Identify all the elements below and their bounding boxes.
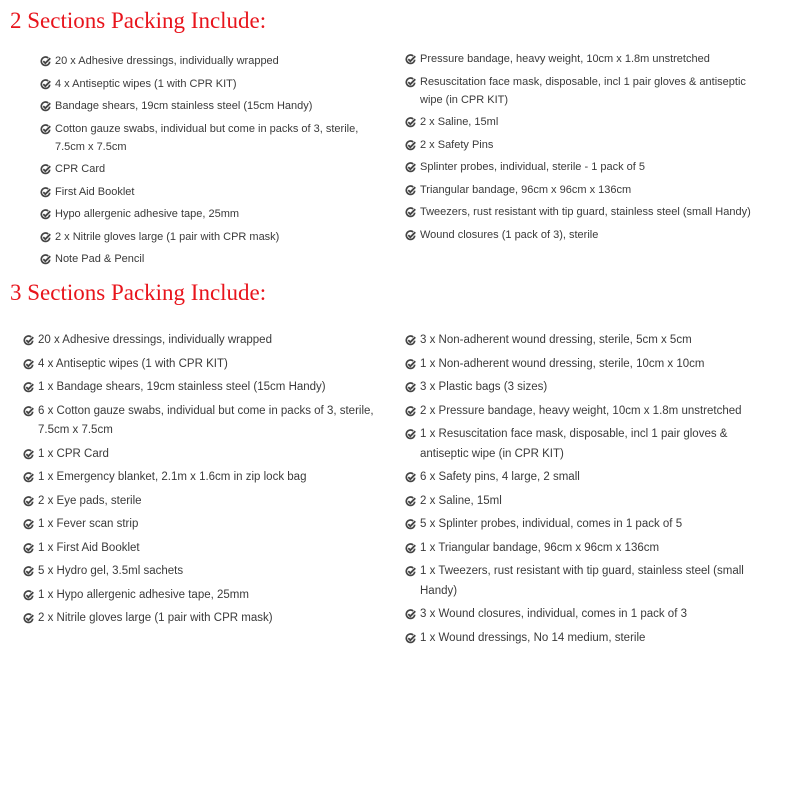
list-item-text: 1 x Triangular bandage, 96cm x 96cm x 136cm <box>420 541 660 554</box>
list-item <box>55 250 387 268</box>
list-item-text: 20 x Adhesive dressings, individually wrapped <box>55 55 279 67</box>
list-item <box>55 160 387 178</box>
list-item <box>38 378 388 398</box>
list-item-text: Triangular bandage, 96cm x 96cm x 136cm <box>420 183 632 196</box>
checkbox-checked-icon <box>405 632 416 643</box>
checkbox-checked-icon <box>405 76 416 87</box>
list-item-text: Wound closures (1 pack of 3), sterile <box>420 228 599 241</box>
list-item-text: First Aid Booklet <box>55 185 135 198</box>
list-item <box>420 331 765 351</box>
list-item-text: 2 x Nitrile gloves large (1 pair with CPR mask) <box>38 612 273 624</box>
checkbox-checked-icon <box>23 381 34 392</box>
list-item-text: 5 x Hydro gel, 3.5ml sachets <box>38 565 184 577</box>
list-item <box>420 50 765 68</box>
checkbox-checked-icon <box>23 334 34 345</box>
list-item <box>55 120 387 156</box>
list-item-text: 1 x Resuscitation face mask, disposable, incl 1 pair gloves & antiseptic wipe (in CPR KIT) <box>420 428 728 460</box>
checkbox-checked-icon <box>23 448 34 459</box>
list-item <box>420 378 765 398</box>
list-item-text: 1 x CPR Card <box>38 447 109 460</box>
list-item-text: 4 x Antiseptic wipes (1 with CPR KIT) <box>38 357 228 370</box>
list-item-text: CPR Card <box>55 163 106 175</box>
list-item-text: 1 x Fever scan strip <box>38 518 139 530</box>
checkbox-checked-icon <box>405 53 416 64</box>
checkbox-checked-icon <box>405 381 416 392</box>
list-item-text: 2 x Eye pads, sterile <box>38 494 142 507</box>
list-item <box>38 586 388 606</box>
checkbox-checked-icon <box>405 542 416 553</box>
checkbox-checked-icon <box>23 471 34 482</box>
list-item-text: Hypo allergenic adhesive tape, 25mm <box>55 208 240 220</box>
list-item-text: 2 x Saline, 15ml <box>420 494 502 507</box>
checkbox-checked-icon <box>23 589 34 600</box>
checkbox-checked-icon <box>40 123 51 134</box>
checkbox-checked-icon <box>23 542 34 553</box>
list-item-text: 3 x Non-adherent wound dressing, sterile, 5cm x 5cm <box>420 334 692 346</box>
list-item <box>420 562 765 601</box>
list-item <box>420 425 765 464</box>
list-item-text: Pressure bandage, heavy weight, 10cm x 1.8m unstretched <box>420 53 710 65</box>
checkbox-checked-icon <box>40 208 51 219</box>
checkbox-checked-icon <box>405 139 416 150</box>
list-item-text: Cotton gauze swabs, individual but come in packs of 3, sterile, 7.5cm x 7.5cm <box>55 122 359 153</box>
list-item-text: 2 x Nitrile gloves large (1 pair with CPR mask) <box>55 230 280 243</box>
section-3-list-left <box>38 331 388 633</box>
list-item-text: 3 x Plastic bags (3 sizes) <box>420 381 548 393</box>
checkbox-checked-icon <box>405 405 416 416</box>
list-item <box>420 226 765 244</box>
list-item-text: Resuscitation face mask, disposable, incl 1 pair gloves & antiseptic wipe (in CPR KIT) <box>420 75 746 106</box>
list-item <box>55 97 387 115</box>
section-3-title: 3 Sections Packing Include: <box>10 280 267 305</box>
checkbox-checked-icon <box>405 358 416 369</box>
list-item <box>38 355 388 375</box>
checkbox-checked-icon <box>405 428 416 439</box>
list-item <box>420 136 765 154</box>
list-item <box>38 468 388 488</box>
list-item <box>420 515 765 535</box>
checkbox-checked-icon <box>405 608 416 619</box>
checkbox-checked-icon <box>23 565 34 576</box>
list-item <box>420 181 765 199</box>
list-item <box>420 492 765 512</box>
list-item-text: 1 x Non-adherent wound dressing, sterile, 10cm x 10cm <box>420 357 705 370</box>
checkbox-checked-icon <box>40 100 51 111</box>
list-item <box>38 492 388 512</box>
list-item <box>38 609 388 629</box>
list-item <box>420 605 765 625</box>
list-item-text: 1 x Wound dressings, No 14 medium, sterile <box>420 631 646 644</box>
checkbox-checked-icon <box>405 184 416 195</box>
checkbox-checked-icon <box>23 518 34 529</box>
checkbox-checked-icon <box>40 163 51 174</box>
list-item <box>55 183 387 201</box>
checkbox-checked-icon <box>405 161 416 172</box>
checkbox-checked-icon <box>23 405 34 416</box>
checkbox-checked-icon <box>40 78 51 89</box>
list-item <box>38 562 388 582</box>
list-item-text: Note Pad & Pencil <box>55 253 145 265</box>
list-item-text: 1 x First Aid Booklet <box>38 541 140 554</box>
list-item <box>55 75 387 93</box>
checkbox-checked-icon <box>40 231 51 242</box>
checkbox-checked-icon <box>23 612 34 623</box>
section-2-list-right <box>420 50 765 248</box>
section-2-title: 2 Sections Packing Include: <box>10 8 267 33</box>
checkbox-checked-icon <box>405 495 416 506</box>
list-item <box>420 629 765 649</box>
checkbox-checked-icon <box>405 518 416 529</box>
list-item-text: 1 x Hypo allergenic adhesive tape, 25mm <box>38 588 249 601</box>
list-item <box>38 402 388 441</box>
checkbox-checked-icon <box>40 186 51 197</box>
list-item-text: 1 x Tweezers, rust resistant with tip guard, stainless steel (small Handy) <box>420 565 744 597</box>
checkbox-checked-icon <box>23 495 34 506</box>
checkbox-checked-icon <box>40 55 51 66</box>
list-item <box>420 402 765 422</box>
list-item <box>420 539 765 559</box>
list-item-text: 20 x Adhesive dressings, individually wrapped <box>38 334 272 346</box>
checkbox-checked-icon <box>405 116 416 127</box>
list-item-text: 2 x Pressure bandage, heavy weight, 10cm x 1.8m unstretched <box>420 404 742 417</box>
section-3-list-right <box>420 331 765 652</box>
checkbox-checked-icon <box>405 471 416 482</box>
section-2-list-left <box>55 52 387 273</box>
list-item <box>55 205 387 223</box>
checkbox-checked-icon <box>405 565 416 576</box>
list-item <box>38 539 388 559</box>
list-item <box>38 331 388 351</box>
list-item-text: 1 x Bandage shears, 19cm stainless steel (15cm Handy) <box>38 381 326 393</box>
checkbox-checked-icon <box>405 229 416 240</box>
list-item <box>420 355 765 375</box>
list-item-text: 5 x Splinter probes, individual, comes in 1 pack of 5 <box>420 518 683 530</box>
checkbox-checked-icon <box>405 206 416 217</box>
checkbox-checked-icon <box>40 253 51 264</box>
list-item-text: 6 x Safety pins, 4 large, 2 small <box>420 471 580 483</box>
list-item-text: Tweezers, rust resistant with tip guard, stainless steel (small Handy) <box>420 206 751 218</box>
list-item <box>38 445 388 465</box>
checkbox-checked-icon <box>23 358 34 369</box>
list-item <box>38 515 388 535</box>
list-item-text: 2 x Safety Pins <box>420 138 494 151</box>
list-item-text: 6 x Cotton gauze swabs, individual but come in packs of 3, sterile, 7.5cm x 7.5cm <box>38 404 374 436</box>
list-item-text: Splinter probes, individual, sterile - 1 pack of 5 <box>420 161 646 173</box>
list-item <box>55 52 387 70</box>
list-item <box>420 203 765 221</box>
list-item-text: 3 x Wound closures, individual, comes in 1 pack of 3 <box>420 608 687 620</box>
list-item-text: Bandage shears, 19cm stainless steel (15cm Handy) <box>55 100 313 112</box>
list-item-text: 1 x Emergency blanket, 2.1m x 1.6cm in zip lock bag <box>38 471 307 483</box>
checkbox-checked-icon <box>405 334 416 345</box>
list-item-text: 2 x Saline, 15ml <box>420 116 499 128</box>
list-item <box>420 113 765 131</box>
list-item-text: 4 x Antiseptic wipes (1 with CPR KIT) <box>55 77 237 90</box>
list-item <box>55 228 387 246</box>
list-item <box>420 468 765 488</box>
list-item <box>420 73 765 109</box>
list-item <box>420 158 765 176</box>
